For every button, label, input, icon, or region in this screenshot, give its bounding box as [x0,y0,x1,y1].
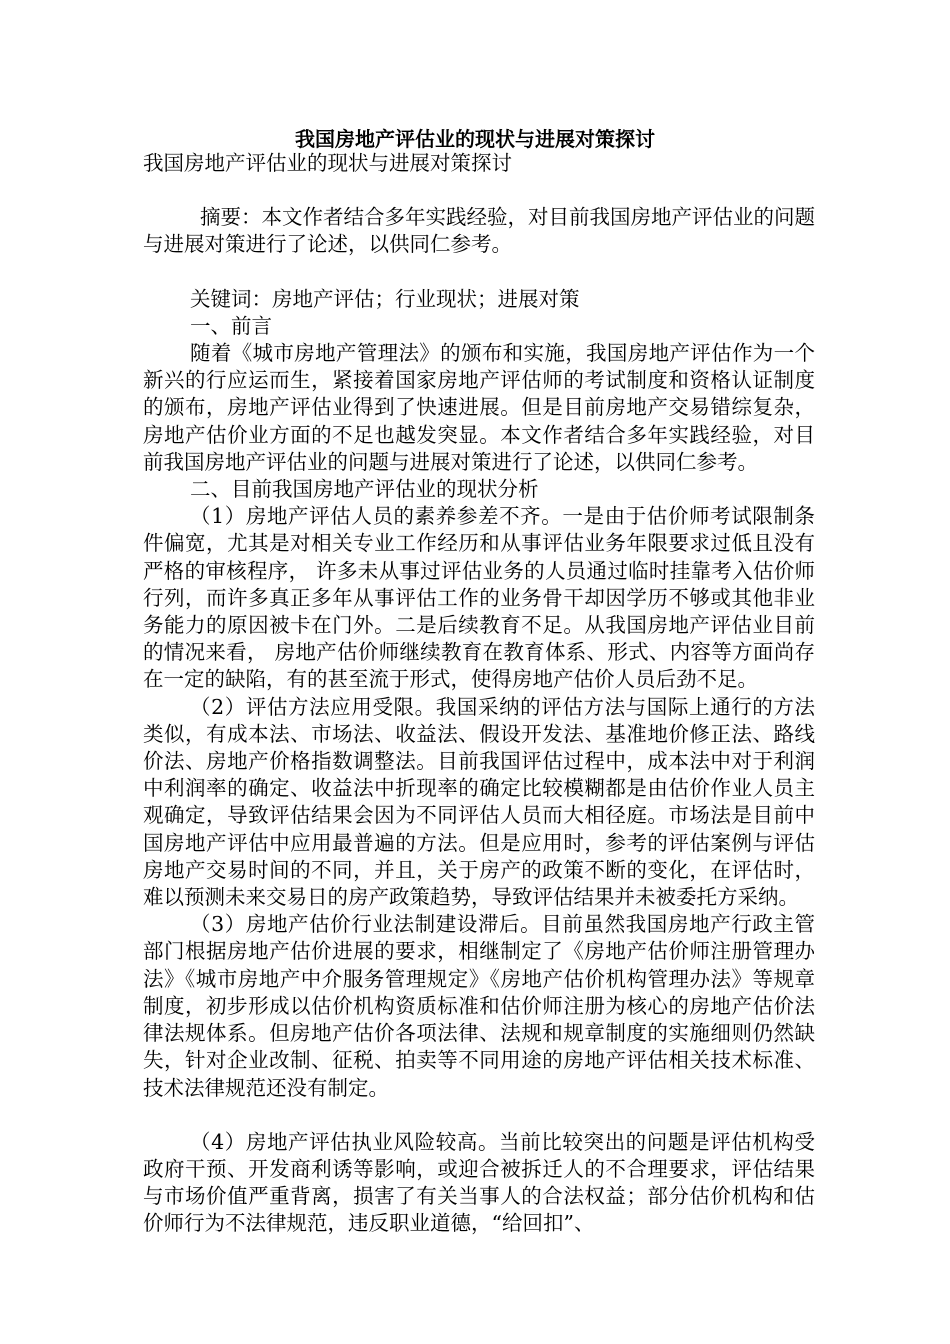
section-heading-current-status: 二、目前我国房地产评估业的现状分析 [190,477,539,502]
status-item-1: （1）房地产评估人员的素养参差不齐。一是由于估价师考试限制条件偏宽，尤其是对相关专业工作经历和从事评估业务年限要求过低且没有严格的审核程序， 许多未从事过评估业务的人员通过临时挂靠考入估价师行列，而许多真正多年从事评估工作的业务骨干却因学历不够或其他非业务能力的原因被卡在门外。二是后续教育不足。从我国房地产评估业目前的情况来看， 房地产估价师继续教育在教育体系、形式、内容等方面尚存在一定的缺陷，有的甚至流于形式，使得房地产估价人员后劲不足。 [143,504,815,692]
keywords-line: 关键词：房地产评估；行业现状；进展对策 [190,286,580,311]
abstract-paragraph: 摘要：本文作者结合多年实践经验，对目前我国房地产评估业的问题与进展对策进行了论述，以供同仁参考。 [143,205,815,257]
status-item-4: （4）房地产评估执业风险较高。当前比较突出的问题是评估机构受政府干预、开发商利诱等影响，或迎合被拆迁人的不合理要求，评估结果与市场价值严重背离，损害了有关当事人的合法权益；部分估价机构和估价师行为不法律规范，违反职业道德，“给回扣”、 [143,1129,815,1236]
document-body [143,150,815,1238]
section-heading-introduction: 一、前言 [190,313,272,338]
status-item-2: （2）评估方法应用受限。我国采纳的评估方法与国际上通行的方法类似，有成本法、市场法、收益法、假设开发法、基准地价修正法、路线价法、房地产价格指数调整法。目前我国评估过程中，成本法中对于利润中利润率的确定、收益法中折现率的确定比较模糊都是由估价作业人员主观确定，导致评估结果会因为不同评估人员而大相径庭。市场法是目前中国房地产评估中应用最普遍的方法。但是应用时，参考的评估案例与评估房地产交易时间的不同，并且，关于房产的政策不断的变化，在评估时，难以预测未来交易日的房产政策趋势，导致评估结果并未被委托方采纳。 [143,694,815,910]
introduction-paragraph: 随着《城市房地产管理法》的颁布和实施，我国房地产评估作为一个新兴的行应运而生，紧接着国家房地产评估师的考试制度和资格认证制度的颁布，房地产评估业得到了快速进展。但是目前房地产交易错综复杂，房地产估价业方面的不足也越发突显。本文作者结合多年实践经验，对目前我国房地产评估业的问题与进展对策进行了论述，以供同仁参考。 [143,341,815,474]
document-subtitle: 我国房地产评估业的现状与进展对策探讨 [143,151,512,175]
document-title: 我国房地产评估业的现状与进展对策探讨 [295,127,655,151]
status-item-3: （3）房地产估价行业法制建设滞后。目前虽然我国房地产行政主管部门根据房地产估价进展的要求，相继制定了《房地产估价师注册管理办法》《城市房地产中介服务管理规定》《房地产估价机构管理办法》等规章制度，初步形成以估价机构资质标准和估价师注册为核心的房地产估价法律法规体系。但房地产估价各项法律、法规和规章制度的实施细则仍然缺失，针对企业改制、征税、拍卖等不同用途的房地产评估相关技术标准、技术法律规范还没有制定。 [143,912,815,1100]
